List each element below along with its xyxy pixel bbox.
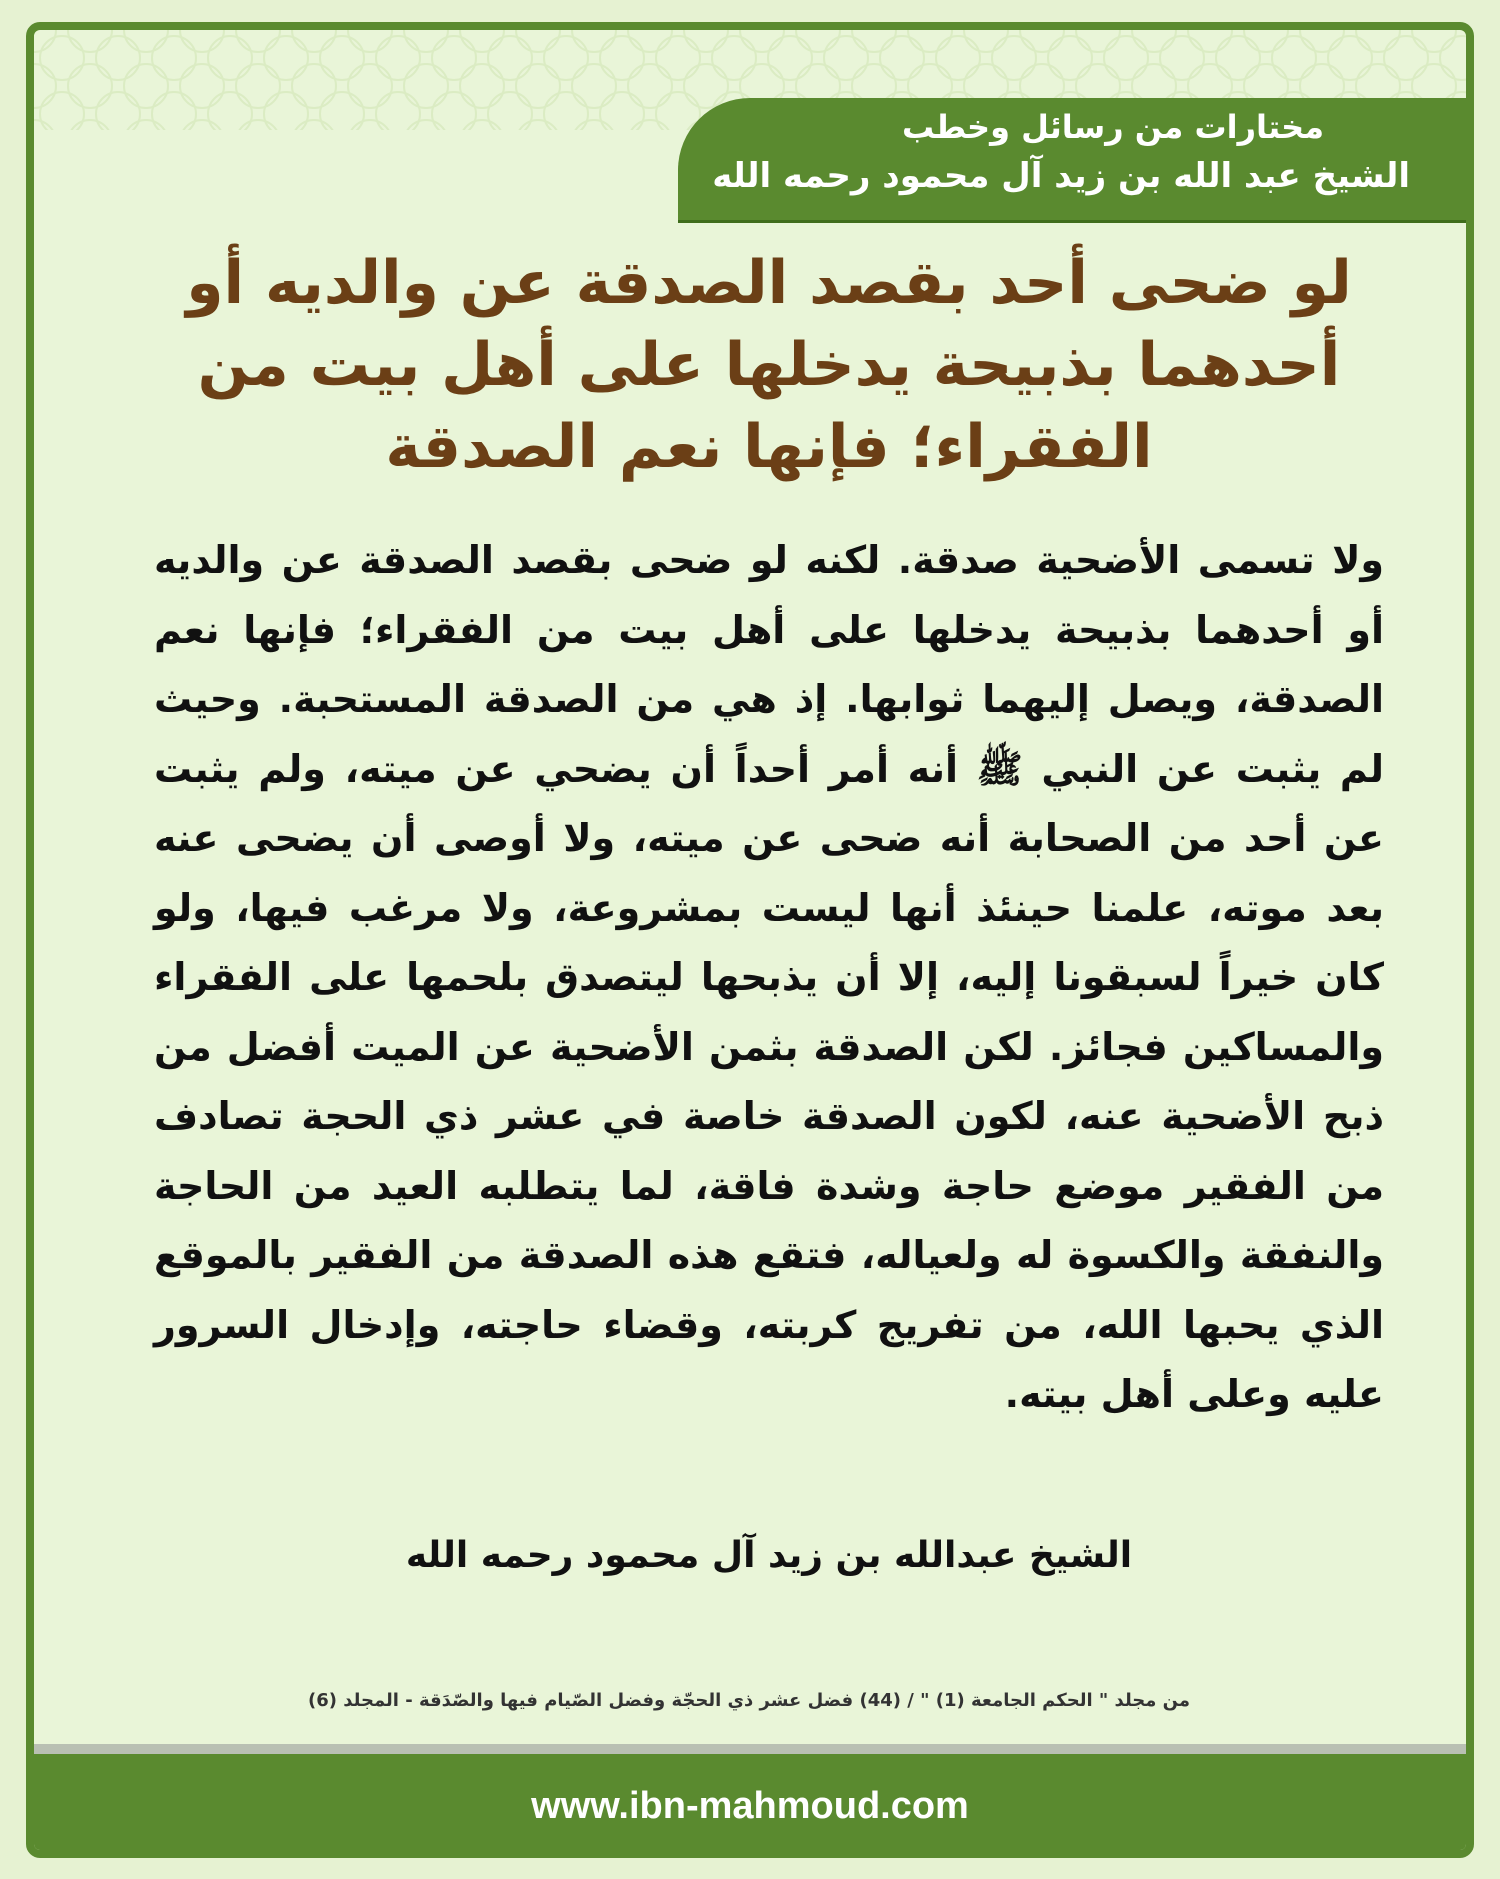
author-signature: الشيخ عبدالله بن زيد آل محمود رحمه الله [405,1535,1133,1576]
title-line-2: أحدهما بذبيحة يدخلها على أهل بيت من [197,330,1341,400]
footer-bar [34,1754,1466,1858]
page-title [184,242,1354,488]
header-series-title: مختارات من رسائل وخطب [901,108,1324,146]
page-frame [26,22,1474,1858]
body-paragraph: ولا تسمى الأضحية صدقة. لكنه لو ضحى بقصد الصدقة عن والديه أو أحدهما بذبيحة يدخلها على أهل بيت من الفقراء؛ فإنها نعم الصدقة، ويصل إليهما ثوابها. إذ هي من الصدقة المستحبة. وحيث لم يثبت عن النبي ﷺ أنه أمر أحداً أن يضحي عن ميته، ولم يثبت عن أحد من الصحابة أنه ضحى عن ميته، ولا أوصى أن يضحى عنه بعد موته، علمنا حينئذ أنها ليست بمشروعة، ولا مرغب فيها، ولو كان خيراً لسبقونا إليه، إلا أن يذبحها ليتصدق بلحمها على الفقراء والمساكين فجائز. لكن الصدقة بثمن الأضحية عن الميت أفضل من ذبح الأضحية عنه، لكون الصدقة خاصة في عشر ذي الحجة تصادف من الفقير موضع حاجة وشدة فاقة، لما يتطلبه العيد من الحاجة والنفقة والكسوة له ولعياله، فتقع هذه الصدقة من الفقير بالموقع الذي يحبها الله، من تفريج كربته، وقضاء حاجته، وإدخال السرور عليه وعلى أهل بيته. [154,538,1384,1416]
source-citation: من مجلد " الحكم الجامعة (1) " / (44) فضل عشر ذي الحجّة وفضل الصّيام فيها والصّدَقة - المجلد (6) [307,1690,1191,1711]
title-line-1: لو ضحى أحد بقصد الصدقة عن والديه أو [186,248,1352,318]
header-author-name: الشيخ عبد الله بن زيد آل محمود رحمه الله [712,156,1410,196]
title-line-3: الفقراء؛ فإنها نعم الصدقة [385,412,1153,482]
header-banner [678,98,1466,220]
footer-divider [34,1744,1466,1754]
website-link[interactable]: www.ibn-mahmoud.com [531,1785,969,1827]
